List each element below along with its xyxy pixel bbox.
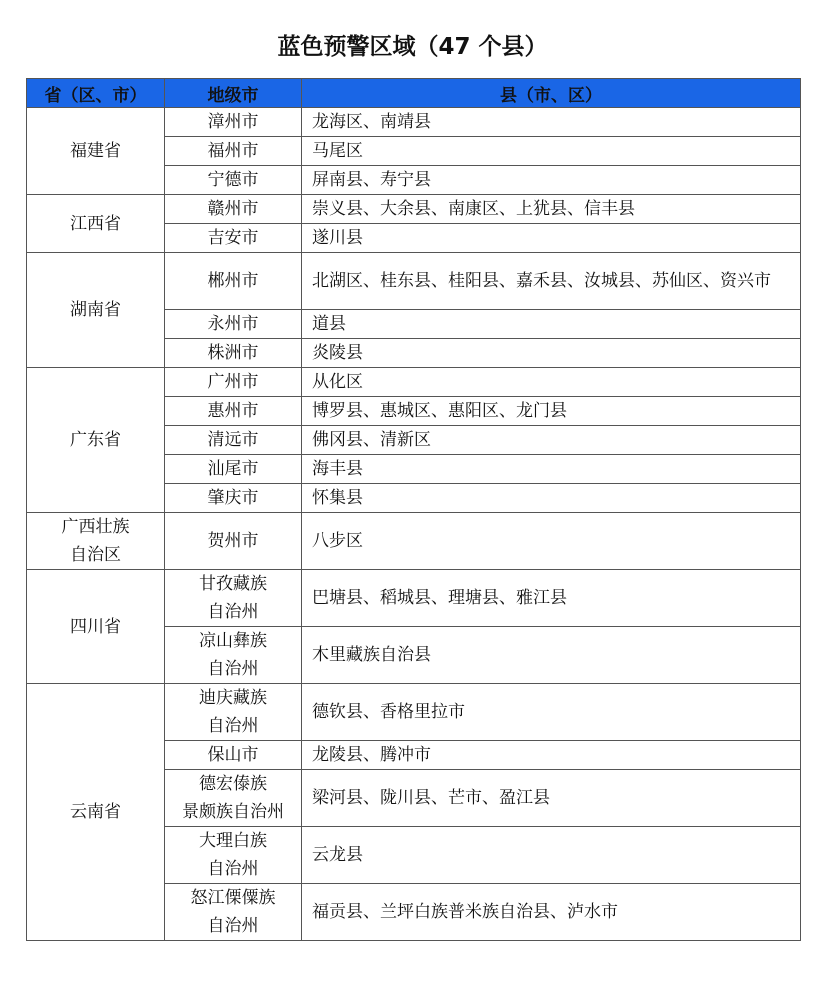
county-cell: 福贡县、兰坪白族普米族自治县、泸水市 — [302, 884, 801, 941]
county-cell: 木里藏族自治县 — [302, 627, 801, 684]
city-cell: 迪庆藏族 自治州 — [165, 684, 302, 741]
county-cell: 龙海区、南靖县 — [302, 108, 801, 137]
county-cell: 从化区 — [302, 368, 801, 397]
county-cell: 博罗县、惠城区、惠阳区、龙门县 — [302, 397, 801, 426]
county-cell: 佛冈县、清新区 — [302, 426, 801, 455]
header-city: 地级市 — [165, 79, 302, 108]
county-cell: 龙陵县、腾冲市 — [302, 741, 801, 770]
header-county: 县（市、区） — [302, 79, 801, 108]
province-cell: 湖南省 — [27, 253, 165, 368]
table-body — [27, 108, 801, 941]
table-row — [27, 253, 801, 310]
table-row — [27, 368, 801, 397]
county-cell: 屏南县、寿宁县 — [302, 166, 801, 195]
county-cell: 海丰县 — [302, 455, 801, 484]
county-cell: 云龙县 — [302, 827, 801, 884]
city-cell: 清远市 — [165, 426, 302, 455]
table-row — [27, 513, 801, 570]
county-cell: 北湖区、桂东县、桂阳县、嘉禾县、汝城县、苏仙区、资兴市 — [302, 253, 801, 310]
header-province: 省（区、市） — [27, 79, 165, 108]
city-cell: 漳州市 — [165, 108, 302, 137]
province-cell: 云南省 — [27, 684, 165, 941]
city-cell: 汕尾市 — [165, 455, 302, 484]
city-cell: 郴州市 — [165, 253, 302, 310]
city-cell: 惠州市 — [165, 397, 302, 426]
city-cell: 大理白族 自治州 — [165, 827, 302, 884]
city-cell: 凉山彝族 自治州 — [165, 627, 302, 684]
county-cell: 巴塘县、稻城县、理塘县、雅江县 — [302, 570, 801, 627]
city-cell: 广州市 — [165, 368, 302, 397]
province-cell: 四川省 — [27, 570, 165, 684]
county-cell: 八步区 — [302, 513, 801, 570]
city-cell: 株洲市 — [165, 339, 302, 368]
city-cell: 吉安市 — [165, 224, 302, 253]
province-cell: 广西壮族 自治区 — [27, 513, 165, 570]
county-cell: 崇义县、大余县、南康区、上犹县、信丰县 — [302, 195, 801, 224]
city-cell: 怒江傈僳族 自治州 — [165, 884, 302, 941]
county-cell: 道县 — [302, 310, 801, 339]
city-cell: 甘孜藏族 自治州 — [165, 570, 302, 627]
city-cell: 德宏傣族 景颇族自治州 — [165, 770, 302, 827]
city-cell: 福州市 — [165, 137, 302, 166]
city-cell: 保山市 — [165, 741, 302, 770]
province-cell: 江西省 — [27, 195, 165, 253]
city-cell: 赣州市 — [165, 195, 302, 224]
county-cell: 遂川县 — [302, 224, 801, 253]
page-title: 蓝色预警区域（47 个县） — [277, 34, 548, 60]
table-row — [27, 108, 801, 137]
city-cell: 宁德市 — [165, 166, 302, 195]
province-cell: 福建省 — [27, 108, 165, 195]
city-cell: 贺州市 — [165, 513, 302, 570]
county-cell: 梁河县、陇川县、芒市、盈江县 — [302, 770, 801, 827]
table-row — [27, 195, 801, 224]
county-cell: 马尾区 — [302, 137, 801, 166]
county-cell: 德钦县、香格里拉市 — [302, 684, 801, 741]
county-cell: 怀集县 — [302, 484, 801, 513]
province-cell: 广东省 — [27, 368, 165, 513]
county-cell: 炎陵县 — [302, 339, 801, 368]
warning-table — [26, 78, 801, 941]
city-cell: 永州市 — [165, 310, 302, 339]
city-cell: 肇庆市 — [165, 484, 302, 513]
table-header-row — [27, 79, 801, 108]
table-row — [27, 570, 801, 627]
table-row — [27, 684, 801, 741]
